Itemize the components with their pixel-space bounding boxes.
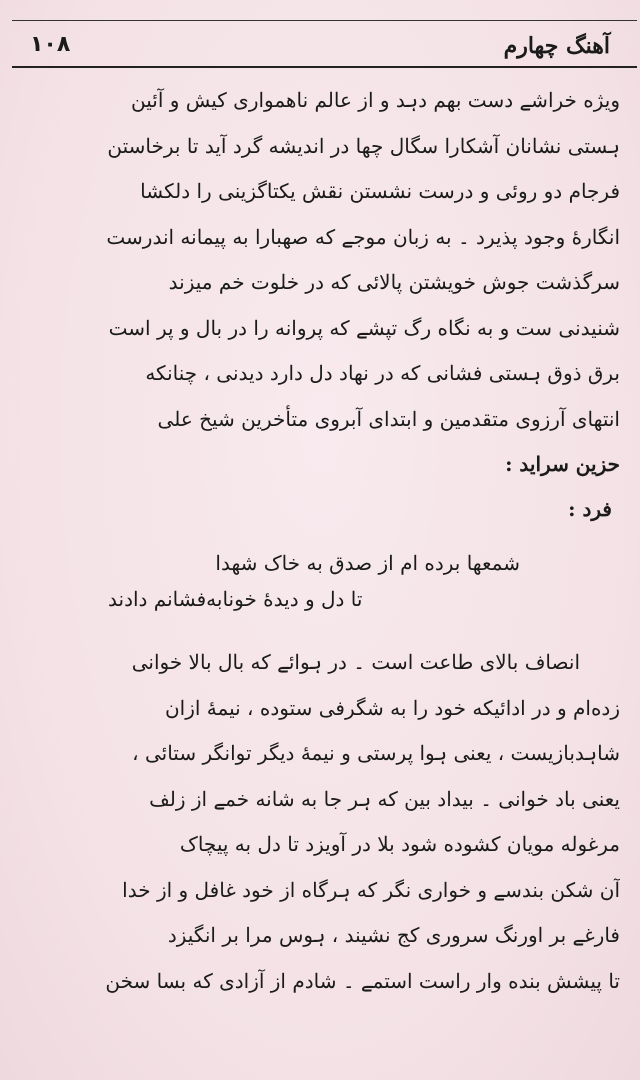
text-line: سرگذشت جوش خویشتن پالائی که در خلوت خم میزند [168,270,620,294]
text-line: فارغے بر اورنگ سروری کج نشیند ، ہوس مرا بر انگیزد [167,923,620,947]
text-line: انتهای آرزوی متقدمین و ابتدای آبروی متأخرین شیخ علی [157,406,620,431]
text-line: فرجام دو روئی و درست نشستن نقش یکتاگزینی را دلکشا [140,179,620,203]
text-line: تا پیشش بنده وار راست استمے ۔ شادم از آزادی که بسا سخن [105,968,620,993]
couplet-verse-2: تا دل و دیدهٔ خونابه‌فشانم دادند [108,587,363,611]
chapter-title: آهنگ چهارم [503,33,610,59]
text-line: انصاف بالای طاعت است ۔ در ہوائے که بال بالا خوانی [131,650,580,674]
verse-label: فرد : [568,497,612,521]
text-line: ہستی نشانان آشکارا سگال چها در اندیشه گرد آید تا برخاستن [107,133,620,158]
text-line: شاہدبازیست ، یعنی ہوا پرستی و نیمهٔ دیگر توانگر ستائی ، [132,741,620,765]
text-line: یعنی باد خوانی ۔ بیداد بین که ہر جا به شانه خمے از زلف [149,786,620,811]
text-line: زده‌ام و در ادائیکه خود را به شگرفی ستوده ، نیمهٔ ازان [164,695,620,720]
author-line: حزین سراید : [505,452,620,476]
text-line: انگارهٔ وجود پذیرد ۔ به زبان موجے که صهبارا به پیمانه اندرست [106,224,620,249]
text-line: برق ذوق ہستی فشانی که در نهاد دل دارد دیدنی ، چنانکه [145,361,620,385]
paragraph-1 [16,78,620,532]
header-top-rule [12,20,637,21]
couplet-verse-1: شمعها برده ام از صدق به خاک شهدا [215,551,520,575]
paragraph-2 [16,640,620,1004]
text-line: ویژه خراشے دست بهم دہد و از عالم ناهمواری کیش و آئین [131,88,620,112]
header-bottom-rule [12,66,637,68]
text-line: شنیدنی ست و به نگاه رگ تپشے که پروانه را در بال و پر است [108,315,620,340]
text-line: آن شکن بندسے و خواری نگر که ہرگاه از خود غافل و از خدا [122,877,620,902]
text-line: مرغوله مویان کشوده شود بلا در آویزد تا دل به پیچاک [179,832,620,856]
couplet [100,545,520,617]
page-number: ۱۰۸ [30,32,71,57]
